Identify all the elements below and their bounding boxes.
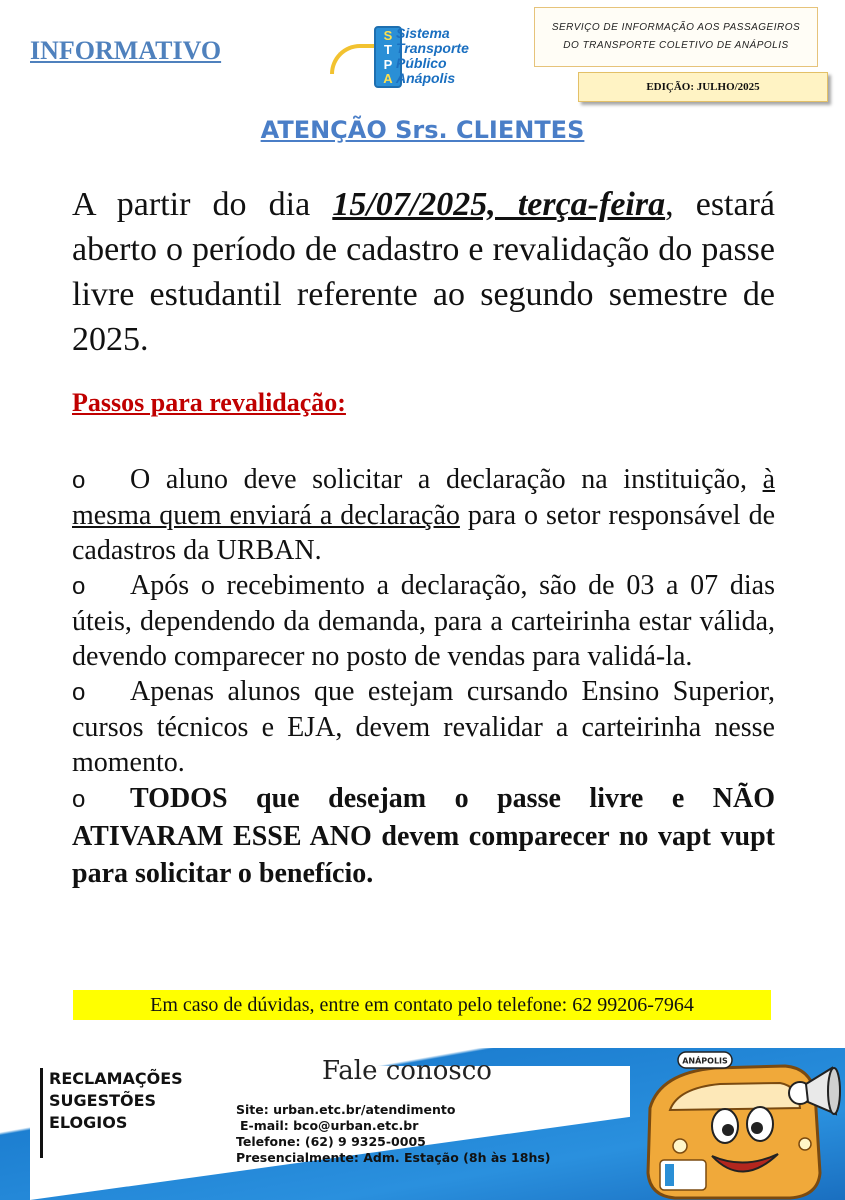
intro-prefix: A partir do dia <box>72 186 333 223</box>
logo-letter: P <box>383 56 393 72</box>
step-text: para o setor responsável de cadastros da URBAN. <box>72 500 775 566</box>
list-item <box>72 780 775 892</box>
step-text: Após o recebimento a declaração, são de 03 a 07 dias úteis, dependendo da demanda, para a carteirinha estar válida, devendo comparecer no posto de vendas para validá-la. <box>72 570 775 672</box>
category-label: RECLAMAÇÕES <box>49 1069 183 1088</box>
fale-conosco-heading: Fale conosco <box>322 1056 492 1086</box>
feedback-categories <box>40 1068 240 1158</box>
list-item <box>72 462 775 568</box>
stpa-logo <box>330 24 505 90</box>
mascot-sign-text: ANÁPOLIS <box>682 1056 728 1066</box>
phone-text: Telefone: (62) 9 9325-0005 <box>236 1134 426 1149</box>
logo-letter: A <box>383 71 393 87</box>
logo-line: Sistema <box>396 25 450 41</box>
contact-highlight: Em caso de dúvidas, entre em contato pelo telefone: 62 99206-7964 <box>73 990 771 1020</box>
list-item <box>72 568 775 674</box>
step-text: Apenas alunos que estejam cursando Ensino Superior, cursos técnicos e EJA, devem revalidar a carteirinha nesse momento. <box>72 676 775 778</box>
bullet-marker: o <box>72 679 86 706</box>
informativo-title: INFORMATIVO <box>30 36 222 65</box>
steps-heading: Passos para revalidação: <box>72 388 346 417</box>
bullet-marker: o <box>72 786 86 813</box>
logo-wordmark <box>396 26 469 86</box>
logo-line: Transporte <box>396 40 469 56</box>
intro-paragraph <box>72 182 775 362</box>
category-label: ELOGIOS <box>49 1113 128 1132</box>
logo-swoosh <box>330 44 378 74</box>
site-link[interactable]: Site: urban.etc.br/atendimento <box>236 1102 456 1117</box>
attention-heading: ATENÇÃO Srs. CLIENTES <box>260 116 585 144</box>
intro-date: 15/07/2025, terça-feira <box>332 186 666 223</box>
logo-line: Anápolis <box>396 70 456 86</box>
intro-suffix: , estará aberto o período de cadastro e revalidação do passe livre estudantil referente ao segundo semestre de 2025. <box>72 186 775 358</box>
in-person-text: Presencialmente: Adm. Estação (8h às 18hs) <box>236 1150 551 1165</box>
logo-line: Público <box>396 55 447 71</box>
bus-mascot-icon <box>620 1048 845 1200</box>
logo-letter: T <box>384 42 392 58</box>
service-info-box <box>534 7 818 67</box>
bullet-marker: o <box>72 467 86 494</box>
step-underlined-text: à mesma quem enviará a declaração <box>72 464 775 531</box>
contact-info <box>236 1102 616 1166</box>
step-text: TODOS que desejam o passe livre e NÃO ATIVARAM ESSE ANO devem comparecer no vapt vupt para solicitar o benefício. <box>72 783 775 889</box>
service-line: SERVIÇO DE INFORMAÇÃO AOS PASSAGEIROS <box>551 22 801 33</box>
bullet-marker: o <box>72 573 86 600</box>
logo-letter: S <box>383 27 393 43</box>
steps-list <box>72 462 775 892</box>
list-item <box>72 674 775 780</box>
email-link[interactable]: E-mail: bco@urban.etc.br <box>240 1118 419 1133</box>
edition-badge: EDIÇÃO: JULHO/2025 <box>578 72 828 102</box>
footer-banner <box>0 1048 845 1200</box>
step-text: O aluno deve solicitar a declaração na instituição, <box>130 464 763 495</box>
service-line: DO TRANSPORTE COLETIVO DE ANÁPOLIS <box>563 40 789 51</box>
category-label: SUGESTÕES <box>49 1091 157 1110</box>
